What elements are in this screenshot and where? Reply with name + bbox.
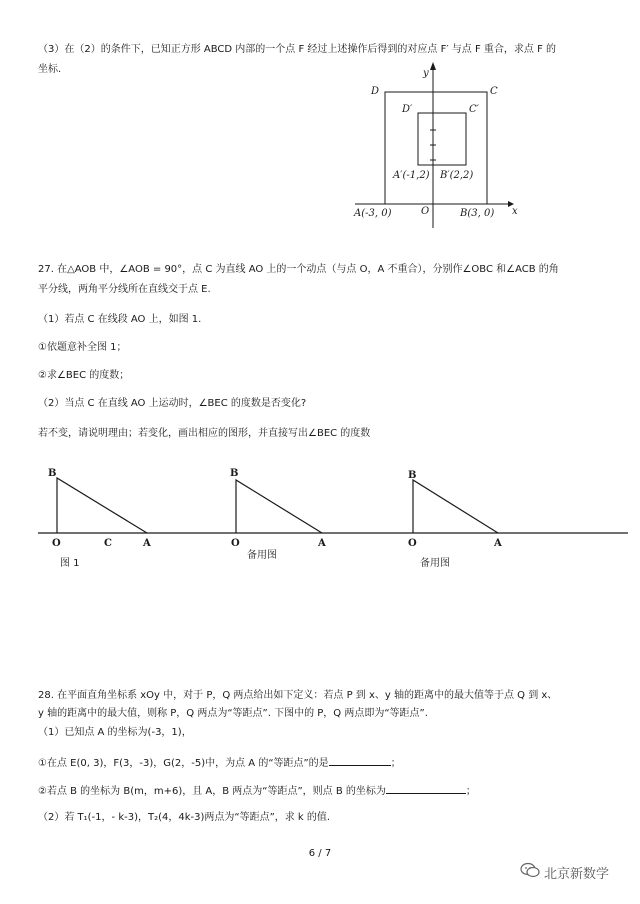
fig2-label-a: A — [318, 538, 326, 549]
fig1-label-c: C — [104, 538, 112, 549]
fig2-caption: 备用图 — [247, 550, 277, 561]
fig3-caption: 备用图 — [420, 558, 450, 569]
label-d: D — [371, 86, 380, 97]
label-d-prime: D′ — [402, 104, 413, 115]
page-number: 6 / 7 — [308, 848, 332, 859]
fig1-caption: 图 1 — [60, 558, 80, 569]
q28-part1-a — [38, 755, 401, 771]
q28-part1-a-text: ①在点 E(0, 3)，F(3，-3)，G(2，-5)中，为点 A 的“等距点”的是 — [38, 758, 329, 769]
q27-part2-b: 若不变，请说明理由；若变化，画出相应的图形，并直接写出∠BEC 的度数 — [38, 428, 371, 439]
label-a-prime: A′(-1,2) — [393, 170, 430, 181]
fig1-label-b: B — [48, 468, 57, 479]
q28-stem-line1: 28. 在平面直角坐标系 xOy 中，对于 P，Q 两点给出如下定义：若点 P 到 x、y 轴的距离中的最大值等于点 Q 到 x、 — [38, 690, 558, 701]
triangle-fig3 — [413, 480, 498, 533]
q27-part1-b: ②求∠BEC 的度数； — [38, 370, 130, 381]
label-x: x — [512, 206, 518, 217]
q28-part2: （2）若 T₁(-1，- k-3)，T₂(4，4k-3)两点为“等距点”，求 k 的值. — [38, 812, 331, 823]
answer-blank-1[interactable] — [329, 755, 391, 766]
q26-part3-line2: 坐标. — [38, 64, 62, 75]
label-a: A(-3, 0) — [354, 208, 392, 219]
label-o: O — [421, 206, 430, 217]
fig3-label-a: A — [494, 538, 502, 549]
q27-part2: （2）当点 C 在直线 AO 上运动时，∠BEC 的度数是否变化? — [38, 398, 307, 409]
q27-part1-a: ①依题意补全图 1； — [38, 342, 127, 353]
q27-stem-line1: 27. 在△AOB 中，∠AOB = 90°，点 C 为直线 AO 上的一个动点（与点 O，A 不重合），分别作∠OBC 和∠ACB 的角 — [38, 264, 559, 275]
fig3-label-o: O — [408, 538, 417, 549]
watermark-text: 北京新数学 — [544, 866, 610, 882]
q28-part1-b — [38, 783, 476, 799]
watermark — [520, 862, 609, 882]
label-c: C — [490, 86, 498, 97]
fig2-label-b: B — [230, 468, 239, 479]
q26-part3-line1: （3）在（2）的条件下，已知正方形 ABCD 内部的一个点 F 经过上述操作后得到的对应点 F′ 与点 F 重合，求点 F 的 — [38, 44, 556, 55]
label-c-prime: C′ — [469, 104, 479, 115]
q28-part1-b-text: ②若点 B 的坐标为 B(m，m+6)，且 A，B 两点为“等距点”，则点 B 的坐标为 — [38, 786, 386, 797]
fig1-label-a: A — [143, 538, 151, 549]
fig2-label-o: O — [231, 538, 240, 549]
q27-stem-line2: 平分线，两角平分线所在直线交于点 E. — [38, 284, 211, 295]
fig3-label-b: B — [408, 470, 417, 481]
q28-stem-line2: y 轴的距离中的最大值，则称 P，Q 两点为“等距点”. 下图中的 P，Q 两点即为“等距点”. — [38, 708, 428, 719]
wechat-icon — [520, 862, 540, 882]
label-b: B(3, 0) — [460, 208, 495, 219]
fig1-label-o: O — [52, 538, 61, 549]
q27-part1: （1）若点 C 在线段 AO 上，如图 1. — [38, 314, 202, 325]
q28-part1-b-end: ； — [465, 786, 476, 797]
triangle-fig2 — [236, 480, 322, 533]
label-b-prime: B′(2,2) — [440, 170, 474, 181]
answer-blank-2[interactable] — [386, 783, 466, 794]
triangle-fig1 — [57, 478, 147, 533]
label-y: y — [423, 68, 429, 79]
q28-part1-a-end: ； — [390, 758, 401, 769]
q28-part1: （1）已知点 A 的坐标为(-3，1)， — [38, 727, 192, 738]
